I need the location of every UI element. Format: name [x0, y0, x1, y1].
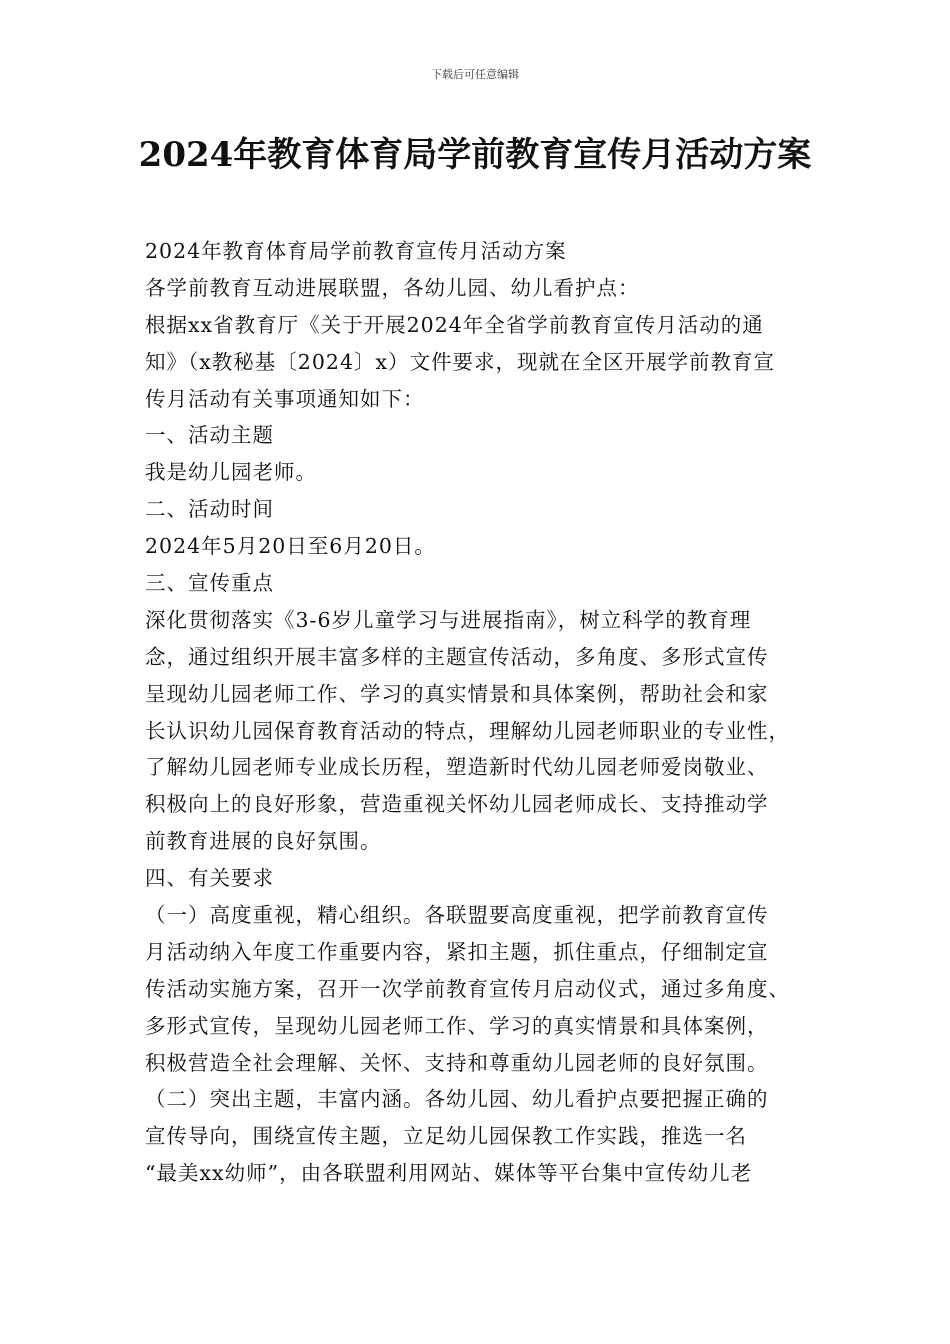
body-line: 前教育进展的良好氛围。 [145, 829, 382, 854]
body-line: 念，通过组织开展丰富多样的主题宣传活动，多角度、多形式宣传 [145, 644, 769, 669]
body-line: 我是幼儿园老师。 [145, 460, 317, 485]
body-line: “最美xx幼师”，由各联盟利用网站、媒体等平台集中宣传幼儿老 [145, 1161, 753, 1186]
body-line: 知》（x教秘基〔2024〕x）文件要求，现就在全区开展学前教育宣 [145, 349, 776, 374]
body-line: 月活动纳入年度工作重要内容，紧扣主题，抓住重点，仔细制定宣 [145, 939, 769, 964]
body-line: 呈现幼儿园老师工作、学习的真实情景和具体案例，帮助社会和家 [145, 681, 769, 706]
body-line: 积极营造全社会理解、关怀、支持和尊重幼儿园老师的良好氛围。 [145, 1050, 769, 1075]
body-line: 根据xx省教育厅《关于开展2024年全省学前教育宣传月活动的通 [145, 312, 764, 337]
body-line: 宣传导向，围绕宣传主题，立足幼儿园保教工作实践，推选一名 [145, 1124, 747, 1149]
section-heading: 四、有关要求 [145, 866, 274, 891]
section-heading: 二、活动时间 [145, 497, 274, 522]
body-line: 2024年教育体育局学前教育宣传月活动方案 [145, 239, 567, 263]
document-body [145, 233, 835, 1192]
section-heading: 一、活动主题 [145, 423, 274, 448]
body-line: 多形式宣传，呈现幼儿园老师工作、学习的真实情景和具体案例， [145, 1013, 769, 1038]
body-line: 积极向上的良好形象，营造重视关怀幼儿园老师成长、支持推动学 [145, 792, 769, 817]
body-line: 传月活动有关事项通知如下： [145, 386, 425, 411]
header-note: 下载后可任意编辑 [431, 68, 519, 81]
body-line: 各学前教育互动进展联盟，各幼儿园、幼儿看护点： [145, 275, 640, 300]
body-line: （一）高度重视，精心组织。各联盟要高度重视，把学前教育宣传 [145, 903, 769, 928]
body-line: 传活动实施方案，召开一次学前教育宣传月启动仪式，通过多角度、 [145, 976, 790, 1001]
body-line: 2024年5月20日至6月20日。 [145, 534, 436, 559]
section-heading: 三、宣传重点 [145, 571, 274, 596]
body-line: （二）突出主题，丰富内涵。各幼儿园、幼儿看护点要把握正确的 [145, 1087, 769, 1112]
document-title: 2024年教育体育局学前教育宣传月活动方案 [138, 135, 812, 175]
body-line: 了解幼儿园老师专业成长历程，塑造新时代幼儿园老师爱岗敬业、 [145, 755, 769, 780]
body-line: 长认识幼儿园保育教育活动的特点，理解幼儿园老师职业的专业性， [145, 718, 790, 743]
body-line: 深化贯彻落实《3-6岁儿童学习与进展指南》，树立科学的教育理 [145, 607, 752, 632]
